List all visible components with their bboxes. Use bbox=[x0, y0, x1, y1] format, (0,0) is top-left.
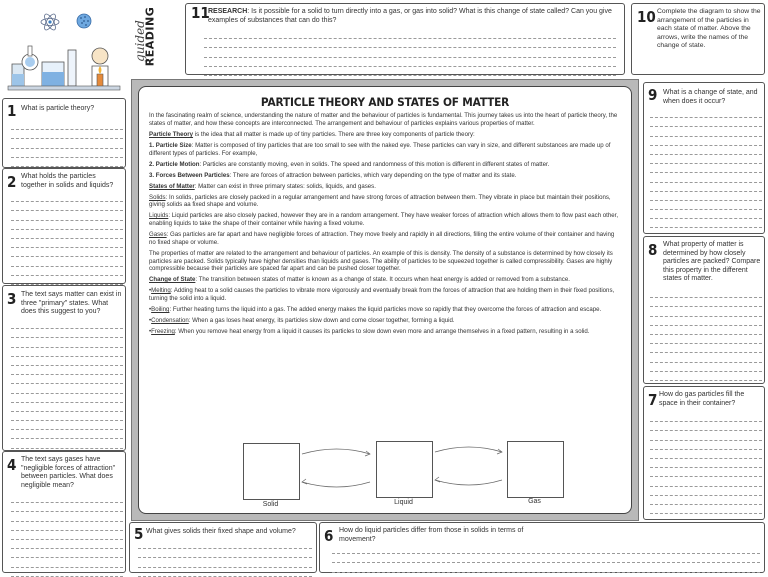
question-number: 11 bbox=[191, 4, 210, 22]
article-title: PARTICLE THEORY AND STATES OF MATTER bbox=[260, 95, 510, 109]
gases-paragraph: Gases: Gas particles are far apart and have negligible forces of attraction. They move freely and rapidly in all directions, filling the entire volume of their container and having no fixed shape or volume. bbox=[149, 231, 615, 246]
question-1-box bbox=[2, 98, 126, 168]
question-text: How do liquid particles differ from those in solids in terms of movement? bbox=[339, 527, 524, 543]
question-5-box bbox=[129, 522, 317, 573]
question-number: 10 bbox=[637, 8, 656, 26]
intro-paragraph: In the fascinating realm of science, understanding the nature of matter and the behaviour of particles is fundamental. This journey takes us into the heart of particle theory, the states of matter, and how these concepts are interconnected. The arrangement and behaviour of particles explains various properties of matter. bbox=[149, 112, 618, 127]
answer-lines[interactable] bbox=[11, 320, 123, 458]
answer-lines[interactable] bbox=[11, 121, 123, 167]
question-number: 4 bbox=[7, 456, 17, 474]
question-number: 5 bbox=[134, 525, 144, 543]
question-text: The text says matter can exist in three "primary" states. What does this suggest to you? bbox=[21, 291, 122, 316]
question-10-box bbox=[631, 3, 765, 75]
liquid-label: Liquid bbox=[394, 499, 413, 506]
question-text: What is particle theory? bbox=[21, 105, 95, 112]
properties-paragraph: The properties of matter are related to the arrangement and behaviour of particles. An example of this is density. The density of a substance is determined by how closely its particles are packed. Solids typically have higher densities than liquids and gases. The ability of particles to be squeezed together is called compressibility. Gases are highly compressible because their particles are spaced far apart and can be pushed closer together. bbox=[149, 249, 613, 273]
question-number: 3 bbox=[7, 290, 17, 308]
component-2: 2. Particle Motion: Particles are constantly moving, even in solids. The speed and randomness of this motion is different in different states of matter. bbox=[149, 160, 550, 168]
question-4-box bbox=[2, 451, 126, 573]
side-title-script: guided bbox=[133, 20, 147, 62]
side-title bbox=[124, 2, 164, 76]
question-9-box bbox=[643, 82, 765, 234]
question-label: RESEARCH bbox=[208, 8, 248, 15]
question-number: 1 bbox=[7, 102, 17, 120]
question-number: 6 bbox=[324, 527, 334, 545]
side-title-bold: READING bbox=[143, 6, 157, 67]
states-of-matter-paragraph: States of Matter: Matter can exist in three primary states: solids, liquids, and gases. bbox=[149, 182, 376, 190]
answer-lines[interactable] bbox=[332, 545, 760, 573]
answer-lines[interactable] bbox=[650, 109, 762, 238]
condensation-item: •Condensation: When a gas loses heat energy, its particles slow down and come closer together, forming a liquid. bbox=[149, 317, 455, 325]
answer-lines[interactable] bbox=[11, 494, 123, 577]
question-11-box bbox=[185, 3, 625, 75]
question-8-box bbox=[643, 236, 765, 384]
component-3: 3. Forces Between Particles: There are forces of attraction between particles, which vary depending on the type of matter and its state. bbox=[149, 171, 517, 179]
question-text: RESEARCH: Is it possible for a solid to turn directly into a gas, or gas into solid? What is this change of state called? Can you give examples of substances that can do this? bbox=[208, 8, 612, 24]
science-illustration bbox=[2, 4, 122, 94]
article-frame bbox=[131, 79, 639, 521]
answer-lines[interactable] bbox=[11, 193, 123, 285]
answer-lines[interactable] bbox=[138, 540, 312, 577]
question-number: 8 bbox=[648, 241, 658, 259]
freezing-item: •Freezing: When you remove heat energy from a liquid it causes its particles to slow down even more and arrange themselves in a fixed pattern, resulting in a solid. bbox=[149, 328, 590, 336]
question-text: The text says gases have "negligible forces of attraction" between particles. What does negligible mean? bbox=[21, 456, 116, 489]
melting-item: •Melting: Adding heat to a solid causes the particles to vibrate more vigorously and eventually break from the forces of attraction that are holding them in their fixed positions, turning the solid into a liquid. bbox=[149, 287, 615, 303]
question-7-box bbox=[643, 386, 765, 520]
question-number: 9 bbox=[648, 86, 658, 104]
question-text: How do gas particles fill the space in their container? bbox=[659, 391, 745, 407]
question-text: What is a change of state, and when does it occur? bbox=[663, 89, 758, 105]
lab-equipment-icon bbox=[2, 4, 122, 94]
question-number: 7 bbox=[648, 391, 658, 409]
solids-paragraph: Solids: In solids, particles are closely packed in a regular arrangement and have strong forces of attraction between them. They vibrate in place but maintain their positions, giving solids aa fixed shape and volume. bbox=[149, 193, 611, 209]
question-text: What holds the particles together in solids and liquids? bbox=[21, 173, 114, 189]
solid-label: Solid bbox=[262, 501, 279, 508]
question-2-box bbox=[2, 168, 126, 284]
question-6-box bbox=[319, 522, 765, 573]
particle-theory-paragraph: Particle Theory is the idea that all matter is made up of tiny particles. There are three key components of particle theory: bbox=[149, 130, 475, 138]
boiling-item: •Boiling: Further heating turns the liquid into a gas. The added energy makes the liquid particles move so rapidly that they overcome the forces of attraction and escape. bbox=[149, 306, 602, 314]
question-text: What property of matter is determined by how closely particles are packed? Compare this property in the different states of matter. bbox=[663, 241, 761, 283]
gas-label: Gas bbox=[528, 498, 541, 505]
article-panel bbox=[138, 86, 632, 514]
change-of-state-paragraph: Change of State: The transition between states of matter is known as a change of state. It occurs when heat energy is added or removed from a substance. bbox=[149, 276, 570, 284]
liquids-paragraph: Liquids: Liquid particles are also closely packed, however they are in a random arrangement. They have weaker forces of attraction which allows them to flow past each other, enabling liquids to take the shape of their container while having a fixed volume. bbox=[149, 212, 619, 228]
question-number: 2 bbox=[7, 173, 17, 191]
answer-lines[interactable] bbox=[650, 413, 762, 523]
answer-lines[interactable] bbox=[204, 30, 616, 76]
answer-lines[interactable] bbox=[650, 289, 762, 390]
component-1: 1. Particle Size: Matter is composed of tiny particles that are too small to see with the naked eye. These particles can vary in size, and different substances are made up of different types of particles. For example, bbox=[149, 141, 611, 157]
question-text: Complete the diagram to show the arrangement of the particles in each state of matter. Above the arrows, write the names of the change of state. bbox=[657, 8, 761, 49]
question-3-box bbox=[2, 285, 126, 451]
question-text: What gives solids their fixed shape and volume? bbox=[146, 528, 296, 535]
